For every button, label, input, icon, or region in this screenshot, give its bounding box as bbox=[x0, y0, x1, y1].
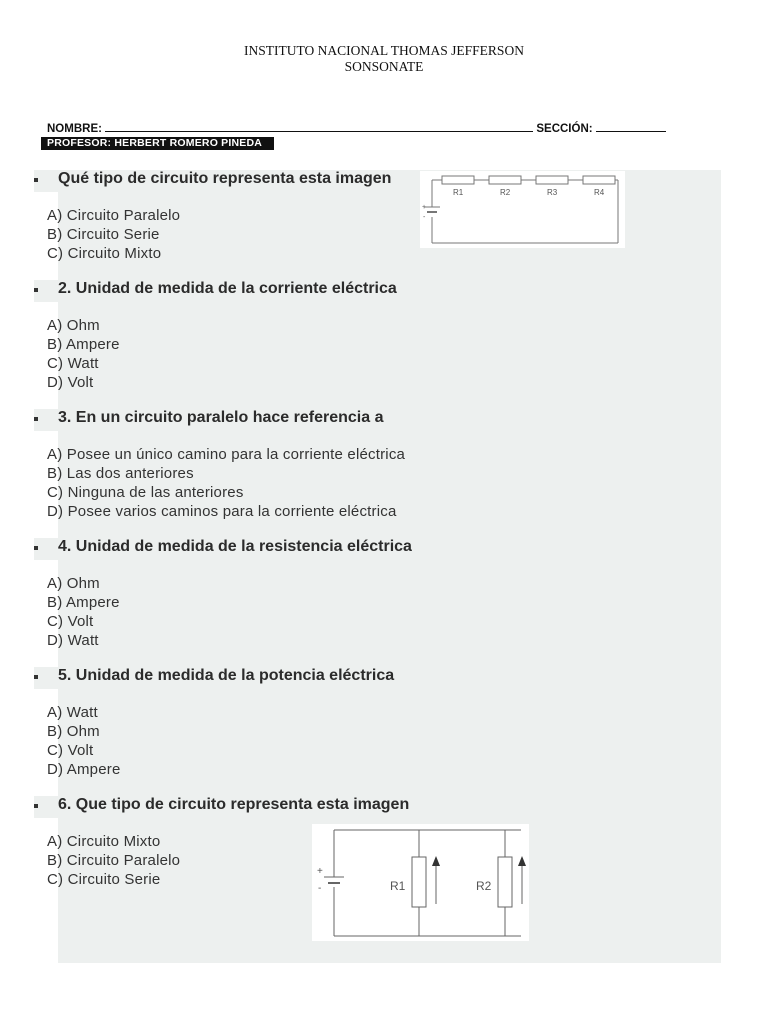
name-label: NOMBRE: bbox=[47, 123, 102, 135]
option: C) Ninguna de las anteriores bbox=[47, 484, 244, 501]
question-1: Qué tipo de circuito representa esta imagen bbox=[58, 170, 392, 187]
series-r1-label: R1 bbox=[453, 188, 464, 197]
section-label: SECCIÓN: bbox=[536, 123, 593, 135]
series-circuit-diagram bbox=[420, 171, 625, 248]
options-3 bbox=[47, 445, 405, 521]
city-name: SONSONATE bbox=[344, 59, 424, 74]
question-6: 6. Que tipo de circuito representa esta imagen bbox=[58, 796, 410, 813]
option: C) Volt bbox=[47, 613, 94, 630]
parallel-minus-label: - bbox=[318, 883, 322, 894]
option: A) Posee un único camino para la corriente eléctrica bbox=[47, 446, 406, 463]
parallel-r2-label: R2 bbox=[476, 879, 492, 893]
option: B) Ampere bbox=[47, 594, 120, 611]
bullet-icon bbox=[34, 178, 38, 182]
option: C) Circuito Serie bbox=[47, 871, 161, 888]
parallel-circuit-diagram bbox=[312, 824, 529, 941]
options-5 bbox=[47, 703, 121, 779]
option: A) Watt bbox=[47, 704, 98, 721]
series-r4-label: R4 bbox=[594, 188, 605, 197]
parallel-plus-label: + bbox=[317, 866, 323, 877]
option: A) Ohm bbox=[47, 317, 100, 334]
series-minus-label: - bbox=[423, 214, 426, 221]
option: A) Circuito Mixto bbox=[47, 833, 161, 850]
option: C) Circuito Mixto bbox=[47, 245, 162, 262]
series-r2-label: R2 bbox=[500, 188, 511, 197]
question-4: 4. Unidad de medida de la resistencia eléctrica bbox=[58, 538, 412, 555]
parallel-r1-label: R1 bbox=[390, 879, 406, 893]
teacher-label: PROFESOR: HERBERT ROMERO PINEDA bbox=[41, 137, 274, 150]
option: C) Volt bbox=[47, 742, 94, 759]
series-circuit-figure bbox=[420, 171, 625, 248]
bullet-icon bbox=[34, 675, 38, 679]
document-header bbox=[0, 43, 768, 75]
option: D) Volt bbox=[47, 374, 94, 391]
option: D) Ampere bbox=[47, 761, 121, 778]
options-4 bbox=[47, 574, 120, 650]
options-6 bbox=[47, 832, 180, 889]
bullet-icon bbox=[34, 288, 38, 292]
option: D) Watt bbox=[47, 632, 99, 649]
bullet-icon bbox=[34, 546, 38, 550]
name-blank[interactable] bbox=[105, 120, 533, 132]
option: C) Watt bbox=[47, 355, 99, 372]
option: D) Posee varios caminos para la corriente eléctrica bbox=[47, 503, 397, 520]
name-section-line bbox=[47, 120, 666, 135]
bullet-icon bbox=[34, 804, 38, 808]
option: B) Las dos anteriores bbox=[47, 465, 194, 482]
option: B) Circuito Serie bbox=[47, 226, 160, 243]
series-r3-label: R3 bbox=[547, 188, 558, 197]
option: B) Ampere bbox=[47, 336, 120, 353]
option: A) Ohm bbox=[47, 575, 100, 592]
bullet-icon bbox=[34, 417, 38, 421]
question-3: 3. En un circuito paralelo hace referencia a bbox=[58, 409, 384, 426]
parallel-circuit-figure bbox=[312, 824, 529, 941]
option: A) Circuito Paralelo bbox=[47, 207, 181, 224]
option: B) Ohm bbox=[47, 723, 100, 740]
options-1 bbox=[47, 206, 180, 263]
option: B) Circuito Paralelo bbox=[47, 852, 181, 869]
question-2: 2. Unidad de medida de la corriente eléctrica bbox=[58, 280, 397, 297]
series-plus-label: + bbox=[422, 204, 427, 211]
options-2 bbox=[47, 316, 120, 392]
question-5: 5. Unidad de medida de la potencia eléctrica bbox=[58, 667, 395, 684]
section-blank[interactable] bbox=[596, 120, 666, 132]
institute-name: INSTITUTO NACIONAL THOMAS JEFFERSON bbox=[244, 43, 524, 58]
